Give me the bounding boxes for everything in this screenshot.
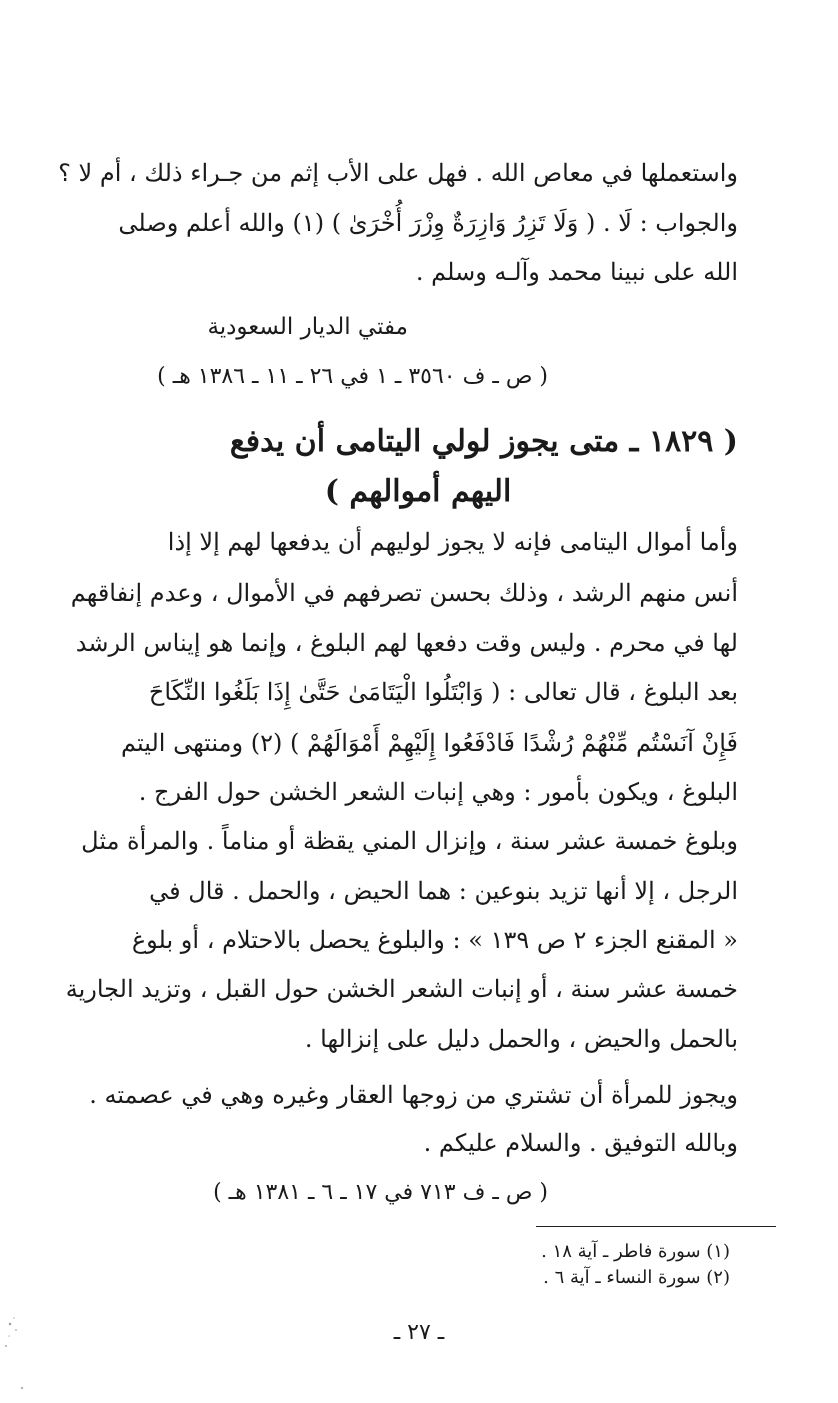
footnote-1: (١) سورة فاطر ـ آية ١٨ . xyxy=(541,1241,730,1262)
paragraph1-line-10: خمسة عشر سنة ، أو إنبات الشعر الخشن حول القبل ، وتزيد الجارية xyxy=(65,975,738,1003)
fatwa-reference: ( ص ـ ف ٧١٣ في ١٧ ـ ٦ ـ ١٣٨١ هـ ) xyxy=(213,1180,548,1205)
signature: مفتي الديار السعودية xyxy=(207,314,408,340)
footnote-separator xyxy=(536,1226,776,1227)
paragraph1-line-3: لها في محرم . وليس وقت دفعها لهم البلوغ ، وإنما هو إيناس الرشد xyxy=(75,629,738,657)
footnote-2: (٢) سورة النساء ـ آية ٦ . xyxy=(543,1267,730,1288)
fatwa-heading-line-1: ( ١٨٢٩ ـ متى يجوز لولي اليتامى أن يدفع xyxy=(229,424,738,459)
paragraph1-line-2: أنس منهم الرشد ، وذلك بحسن تصرفهم في الأموال ، وعدم إنفاقهم xyxy=(70,579,738,607)
paragraph1-line-4: بعد البلوغ ، قال تعالى : ( وَابْتَلُوا الْيَتَامَىٰ حَتَّىٰ إِذَا بَلَغُوا النِّكَاحَ xyxy=(148,678,738,706)
prev-fatwa-line-1: واستعملها في معاص الله . فهل على الأب إثم من جـراء ذلك ، أم لا ؟ xyxy=(58,159,738,187)
prev-fatwa-reference: ( ص ـ ف ٣٥٦٠ ـ ١ في ٢٦ ـ ١١ ـ ١٣٨٦ هـ ) xyxy=(157,364,548,389)
prev-fatwa-line-2: والجواب : لَا . ( وَلَا تَزِرُ وَازِرَةٌ وِزْرَ أُخْرَىٰ ) (١) والله أعلم وصلى xyxy=(118,209,738,237)
prev-fatwa-line-3: الله على نبينا محمد وآلـه وسلم . xyxy=(415,258,738,286)
page-number: ـ ٢٧ ـ xyxy=(393,1320,445,1345)
paragraph1-line-7: وبلوغ خمسة عشر سنة ، وإنزال المني يقظة أو مناماً . والمرأة مثل xyxy=(81,827,738,855)
paragraph1-line-9: « المقنع الجزء ٢ ص ١٣٩ » : والبلوغ يحصل بالاحتلام ، أو بلوغ xyxy=(131,926,738,954)
paragraph1-line-8: الرجل ، إلا أنها تزيد بنوعين : هما الحيض ، والحمل . قال في xyxy=(149,877,738,905)
paragraph1-line-5: فَإِنْ آنَسْتُم مِّنْهُمْ رُشْدًا فَادْفَعُوا إِلَيْهِمْ أَمْوَالَهُمْ ) (٢) ومنتهى اليتم xyxy=(121,729,738,757)
paragraph2-line-1: ويجوز للمرأة أن تشتري من زوجها العقار وغيره وهي في عصمته . xyxy=(89,1081,738,1109)
paragraph1-line-6: البلوغ ، ويكون بأمور : وهي إنبات الشعر الخشن حول الفرج . xyxy=(138,778,738,806)
fatwa-heading-line-2: اليهم أموالهم ) xyxy=(324,474,512,509)
paragraph1-line-1: وأما أموال اليتامى فإنه لا يجوز لوليهم أن يدفعها لهم إلا إذا xyxy=(167,528,738,556)
paragraph2-line-2: وبالله التوفيق . والسلام عليكم . xyxy=(423,1129,738,1157)
paragraph1-line-11: بالحمل والحيض ، والحمل دليل على إنزالها . xyxy=(304,1025,738,1053)
